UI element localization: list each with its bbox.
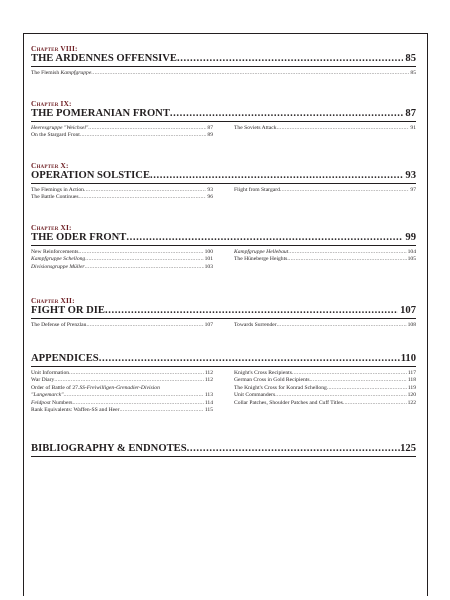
leader-dots: [84, 187, 206, 194]
chapter-label: Chapter XII:: [31, 296, 75, 305]
entry-text: Order of Battle of 27.: [31, 384, 80, 391]
entry-page: 119: [407, 384, 416, 391]
entry-page: 114: [204, 399, 213, 406]
appendices-title: APPENDICES: [31, 353, 99, 364]
chapter-title: THE ARDENNES OFFENSIVE: [31, 53, 177, 64]
entry-text-italic: SS-Freiwilligen-Grenadier-Division: [79, 384, 160, 391]
entry-page: 122: [407, 399, 416, 406]
entry-page: 105: [407, 256, 416, 263]
leader-dots: [327, 385, 407, 392]
entry-page: 118: [407, 377, 416, 384]
entry-text: The Defense of Prenzlau: [31, 322, 87, 328]
leader-dots: [105, 305, 398, 317]
entry-page: 120: [407, 392, 416, 399]
entry-text-italic: Divisionsgruppe Müller: [31, 263, 85, 270]
leader-dots: [310, 377, 407, 384]
chapter-title-link[interactable]: [31, 170, 416, 184]
chapter-label: Chapter VIII:: [31, 44, 78, 53]
leader-dots: [150, 170, 403, 182]
entry-text: On the Stargard Front: [31, 132, 80, 139]
entry-text: The Soviets Attack: [234, 125, 277, 131]
chapter-label: Chapter X:: [31, 161, 69, 170]
appendices-title-link[interactable]: [31, 353, 416, 367]
entry-text: The Flemish: [31, 70, 61, 76]
leader-dots: [280, 187, 410, 194]
toc-entry[interactable]: [31, 407, 213, 414]
entry-text: Rank Equivalents: Waffen-SS and Heer: [31, 407, 120, 414]
chapter-title: THE ODER FRONT: [31, 232, 127, 243]
bibliography-section: [31, 443, 416, 460]
entry-text-italic: Feldpost: [31, 399, 51, 406]
entry-page: 100: [204, 249, 213, 255]
entry-text: The Hüneberge Heights: [234, 256, 288, 263]
entry-page: 113: [204, 392, 213, 399]
entry-page: 112: [204, 370, 213, 376]
toc-entry[interactable]: [31, 400, 213, 407]
entry-text-italic: "Langemarck": [31, 392, 64, 399]
chapter-page: 107: [400, 305, 416, 316]
entry-text-italic: Kampfgruppe Hellebaut: [234, 249, 289, 255]
chapter-title: OPERATION SOLSTICE: [31, 170, 151, 181]
leader-dots: [72, 400, 203, 407]
entry-text: Collar Patches, Shoulder Patches and Cuff Titles: [234, 399, 343, 406]
leader-dots: [277, 322, 407, 329]
chapter-label: Chapter XI:: [31, 223, 72, 232]
leader-dots: [120, 407, 204, 414]
leader-dots: [177, 53, 403, 65]
chapter-11: [31, 224, 416, 271]
chapter-page: 85: [405, 53, 416, 64]
leader-dots: [99, 353, 401, 365]
bibliography-page: 125: [400, 443, 416, 454]
chapter-12: [31, 297, 416, 329]
leader-dots: [85, 264, 204, 271]
entry-page: 115: [204, 407, 213, 414]
toc-entry[interactable]: [234, 385, 416, 392]
leader-dots: [292, 370, 407, 377]
toc-entry[interactable]: [234, 249, 416, 256]
leader-dots: [187, 443, 401, 455]
leader-dots: [91, 70, 409, 77]
entry-page: 91: [410, 125, 416, 131]
leader-dots: [63, 392, 203, 399]
toc-entry[interactable]: [234, 377, 416, 384]
entry-text: Flight from Stargard: [234, 187, 280, 193]
toc-entry[interactable]: [234, 187, 416, 194]
entry-text: Towards Surrender: [234, 322, 277, 328]
entry-text: The Flemings in Action: [31, 187, 84, 193]
toc-entry[interactable]: [31, 187, 213, 194]
leader-dots: [54, 377, 204, 384]
entry-page: 103: [204, 263, 213, 270]
toc-entry[interactable]: [31, 322, 213, 329]
leader-dots: [79, 194, 207, 201]
leader-dots: [78, 249, 203, 256]
leader-dots: [126, 232, 403, 244]
entry-text: Unit Information: [31, 370, 70, 376]
toc-entry[interactable]: [234, 256, 416, 263]
chapter-9: [31, 100, 416, 140]
entry-page: 108: [407, 322, 416, 328]
toc-entry[interactable]: [31, 194, 213, 201]
appendices-section: [31, 353, 416, 414]
entry-page: 96: [207, 194, 213, 201]
chapter-page: 99: [405, 232, 416, 243]
bibliography-title: BIBLIOGRAPHY & ENDNOTES: [31, 443, 187, 454]
leader-dots: [277, 125, 410, 132]
toc-entry[interactable]: [234, 370, 416, 377]
entry-page: 117: [407, 370, 416, 376]
entry-page: 112: [204, 377, 213, 384]
entry-page: 107: [204, 322, 213, 328]
chapter-title: THE POMERANIAN FRONT: [31, 108, 170, 119]
leader-dots: [275, 392, 406, 399]
chapter-label: Chapter IX:: [31, 99, 72, 108]
toc-entry[interactable]: [31, 70, 416, 77]
toc-entry[interactable]: [31, 132, 213, 139]
entry-page: 89: [207, 132, 213, 139]
chapter-page: 93: [405, 170, 416, 181]
entry-text-italic: Heeresgruppe "Weichsel": [31, 125, 89, 131]
entry-page: 104: [407, 249, 416, 255]
entry-text-italic: Kampfgruppe: [60, 70, 92, 76]
chapter-title-link[interactable]: [31, 108, 416, 122]
chapter-10: [31, 162, 416, 202]
entry-page: 97: [410, 187, 416, 193]
toc-entry[interactable]: [234, 392, 416, 399]
leader-dots: [85, 256, 203, 263]
entry-text: New Reinforcements: [31, 249, 79, 255]
entry-text: The Battle Continues: [31, 194, 79, 201]
bibliography-title-link[interactable]: [31, 443, 416, 457]
appendices-page: 110: [400, 353, 416, 364]
entry-text: Knight's Cross Recipients: [234, 370, 292, 376]
leader-dots: [88, 125, 206, 132]
toc-entry[interactable]: [234, 322, 416, 329]
entry-page: 93: [207, 187, 213, 193]
leader-dots: [343, 400, 407, 407]
entry-text: Unit Commanders: [234, 392, 276, 399]
leader-dots: [69, 370, 204, 377]
entry-text: Numbers: [50, 399, 73, 406]
entry-page: 85: [410, 70, 416, 76]
leader-dots: [86, 322, 203, 329]
toc-entry[interactable]: [234, 125, 416, 132]
chapter-title-link[interactable]: [31, 305, 416, 319]
toc-entry[interactable]: [234, 400, 416, 407]
leader-dots: [170, 108, 404, 120]
toc-entry[interactable]: [31, 125, 213, 132]
chapter-title-link[interactable]: [31, 232, 416, 246]
entry-text: German Cross in Gold Recipients: [234, 377, 310, 384]
entry-text: The Knight's Cross for Konrad Schellong: [234, 384, 327, 391]
toc-entry[interactable]: [31, 370, 213, 377]
leader-dots: [288, 249, 406, 256]
chapter-title-link[interactable]: [31, 53, 416, 67]
entry-text: War Diary: [31, 377, 55, 384]
chapter-8: [31, 45, 416, 77]
leader-dots: [287, 256, 406, 263]
toc-entry[interactable]: [31, 264, 213, 271]
toc-entry[interactable]: [31, 256, 213, 263]
chapter-page: 87: [405, 108, 416, 119]
entry-page: 87: [207, 125, 213, 131]
entry-text-italic: Kampfgruppe Schellong: [31, 256, 86, 263]
chapter-title: FIGHT OR DIE: [31, 305, 105, 316]
toc-entry[interactable]: [31, 377, 213, 384]
entry-page: 101: [204, 256, 213, 263]
toc-entry-multiline[interactable]: [31, 385, 213, 400]
leader-dots: [80, 132, 207, 139]
